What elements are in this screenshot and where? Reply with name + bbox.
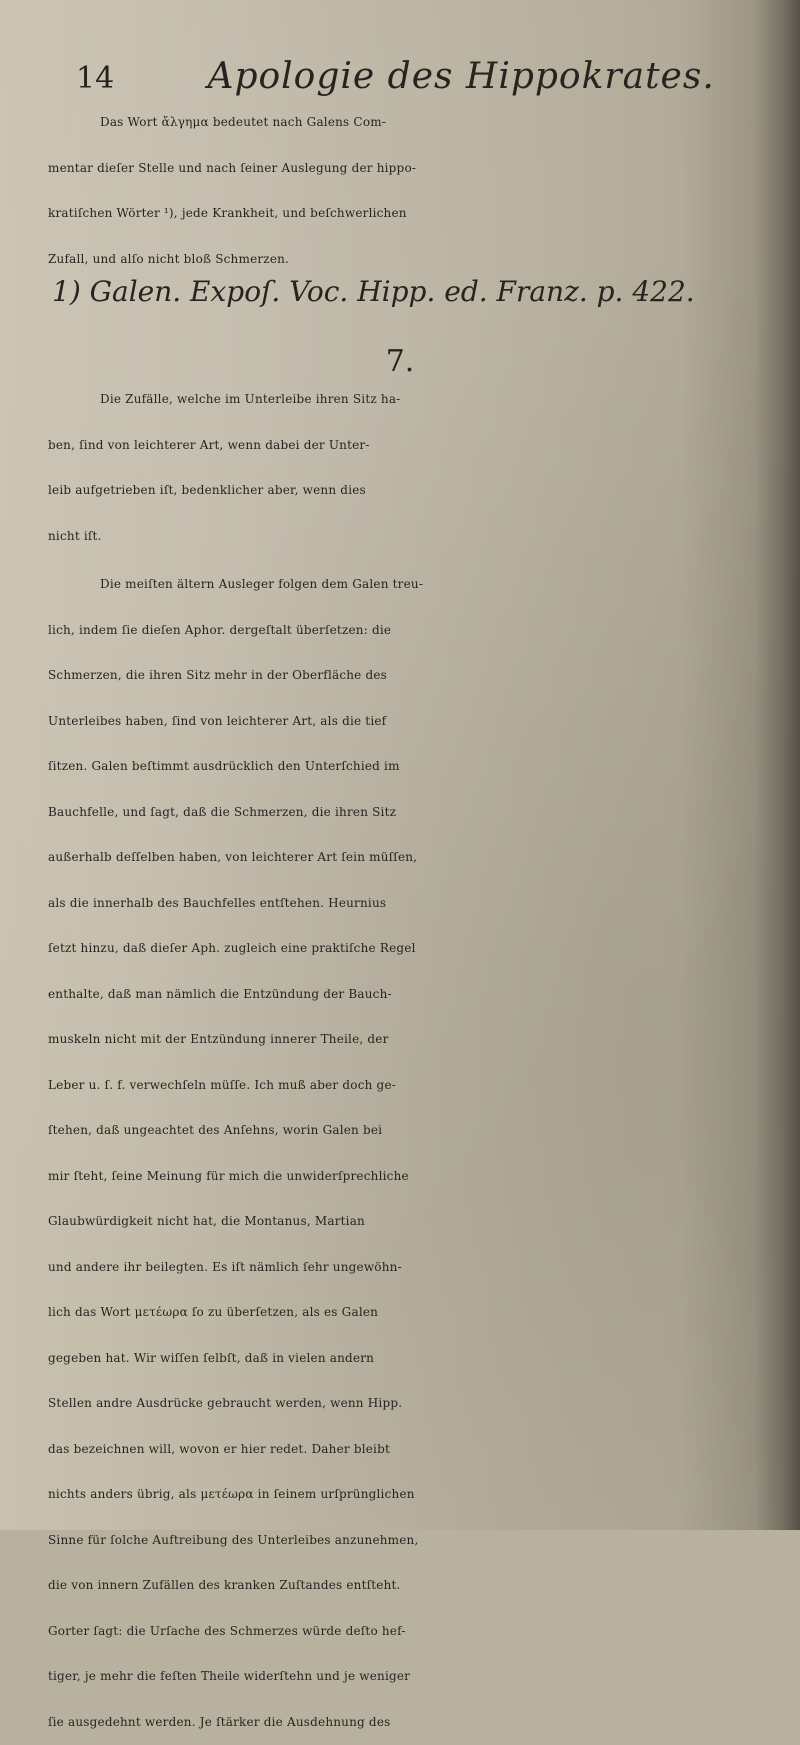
text-line: ben, ſind von leichterer Art, wenn dabei der Unter- [48,423,778,469]
text-line: lich, indem ſie dieſen Aphor. dergeſtalt überſetzen: die [48,608,778,654]
text-line: gegeben hat. Wir wiſſen ſelbſt, daß in vielen andern [48,1336,778,1382]
text-line: kratiſchen Wörter ¹), jede Krankheit, und beſchwerlichen [48,191,778,237]
text-line: als die innerhalb des Bauchfelles entſtehen. Heurnius [48,881,778,927]
aphorism-text [48,377,778,559]
text-line: Leber u. ſ. f. verwechſeln müſſe. Ich muß aber doch ge- [48,1063,778,1109]
text-line: lich das Wort μετέωρα ſo zu überſetzen, als es Galen [48,1290,778,1336]
text-line: Unterleibes haben, ſind von leichterer Art, als die tief [48,699,778,745]
text-line: und andere ihr beilegten. Es iſt nämlich ſehr ungewöhn- [48,1245,778,1291]
text-line: ſetzt hinzu, daß dieſer Aph. zugleich eine praktiſche Regel [48,926,778,972]
text-line: ſie ausgedehnt werden. Je ſtärker die Ausdehnung des [48,1700,778,1745]
text-line: die von innern Zufällen des kranken Zuſtandes entſteht. [48,1563,778,1609]
text-line: Stellen andre Ausdrücke gebraucht werden, wenn Hipp. [48,1381,778,1427]
text-line: muskeln nicht mit der Entzündung innerer Theile, der [48,1017,778,1063]
text-line: mir ſteht, ſeine Meinung für mich die unwiderſprechliche [48,1154,778,1200]
footnote: 1) Galen. Expoſ. Voc. Hipp. ed. Franz. p. 422. [52,272,752,312]
text-line: Sinne für ſolche Auftreibung des Unterleibes anzunehmen, [48,1518,778,1564]
text-line: ſitzen. Galen beſtimmt ausdrücklich den Unterſchied im [48,744,778,790]
text-line: Zufall, und alſo nicht bloß Schmerzen. [48,237,778,283]
paragraph-1 [48,100,778,282]
text-line: enthalte, daß man nämlich die Entzündung der Bauch- [48,972,778,1018]
text-line: Gorter ſagt: die Urſache des Schmerzes würde deſto hef- [48,1609,778,1655]
text-line: Die meiſten ältern Ausleger folgen dem Galen treu- [48,562,778,608]
text-line: das bezeichnen will, wovon er hier redet. Daher bleibt [48,1427,778,1473]
text-line: Die Zufälle, welche im Unterleibe ihren Sitz ha- [48,377,778,423]
text-line: Das Wort ἄλγημα bedeutet nach Galens Com- [48,100,778,146]
commentary-text [48,562,778,1745]
text-line: ſtehen, daß ungeachtet des Anſehns, worin Galen bei [48,1108,778,1154]
text-line: tiger, je mehr die feſten Theile widerſtehn und je weniger [48,1654,778,1700]
page-header [76,55,636,101]
text-line: nichts anders übrig, als μετέωρα in ſeinem urſprünglichen [48,1472,778,1518]
running-title: Apologie des Hippokrates. [207,55,714,99]
text-line: leib aufgetrieben iſt, bedenklicher aber, wenn dies [48,468,778,514]
text-line: nicht iſt. [48,514,778,560]
text-line: Glaubwürdigkeit nicht hat, die Montanus, Martian [48,1199,778,1245]
text-line: außerhalb deſſelben haben, von leichterer Art ſein müſſen, [48,835,778,881]
text-line: mentar dieſer Stelle und nach ſeiner Auslegung der hippo- [48,146,778,192]
section-number: 7. [0,342,800,382]
text-line: Schmerzen, die ihren Sitz mehr in der Oberfläche des [48,653,778,699]
text-line: Bauchfelle, und ſagt, daß die Schmerzen, die ihren Sitz [48,790,778,836]
page-number: 14 [76,57,146,101]
